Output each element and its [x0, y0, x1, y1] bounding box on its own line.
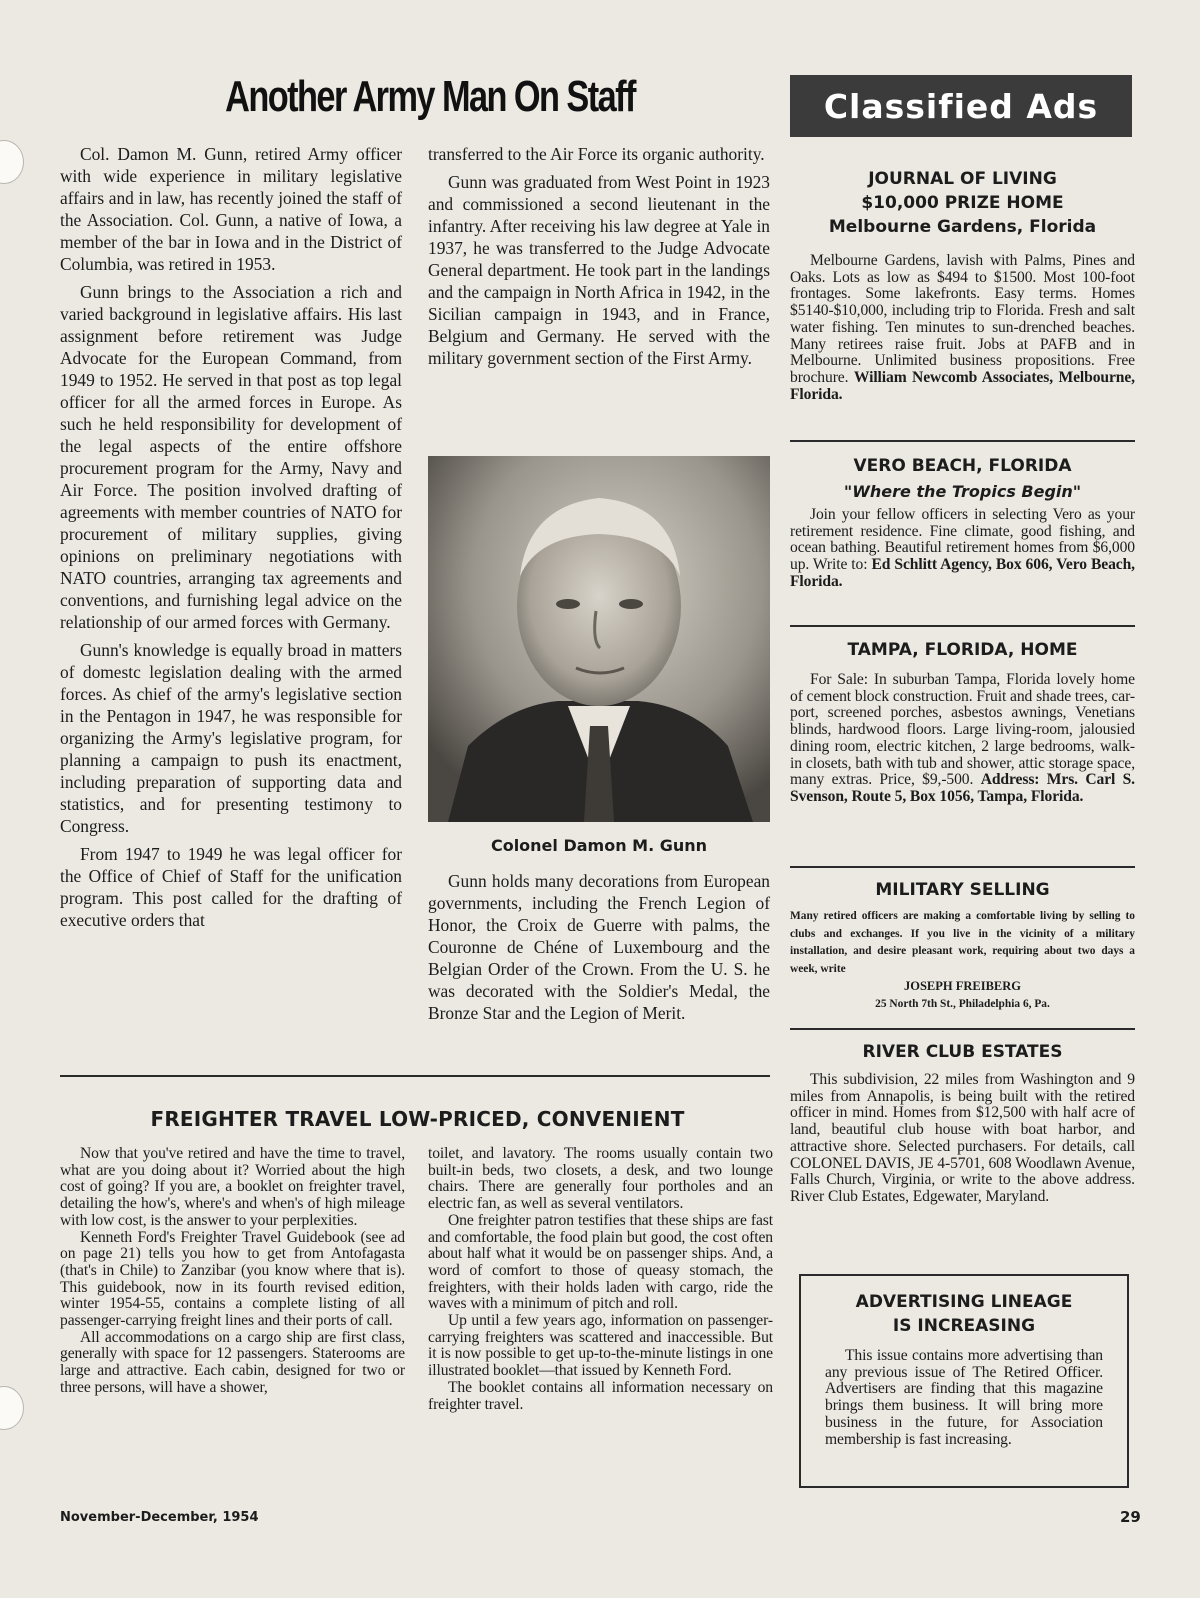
freighter-paragraph: Kenneth Ford's Freighter Travel Guidebook (see ad on page 21) tells you how to get from Antofagasta (that's in Chile) to Zanzibar (you know where that is). This guidebook, now in its fourth revised edition, winter 1954-55, contains a complete listing of all passenger-carrying freight lines and their ports of call.	[60, 1228, 405, 1330]
article-column-1	[60, 143, 402, 937]
article-paragraph: Col. Damon M. Gunn, retired Army officer with wide experience in military legislative affairs and in law, has recently joined the staff of the Association. Col. Gunn, a native of Iowa, a member of the bar in Iowa and in the District of Columbia, was retired in 1953.	[60, 144, 402, 274]
box-title: IS INCREASING	[892, 1316, 1036, 1336]
article-column-2-top	[428, 143, 770, 375]
ad-tampa-home	[790, 638, 1135, 806]
ad-body: Many retired officers are making a comfortable living by selling to clubs and exchanges. If you live in the vicinity of a military installation, and desire pleasant work, requiring about two days a week, write	[790, 910, 1135, 975]
box-body: This issue contains more advertising than any previous issue of The Retired Officer. Advertisers are finding that this magazine brings them business. It will bring more business in the future, for Association membership is fast increasing.	[825, 1347, 1103, 1448]
freighter-paragraph: Up until a few years ago, information on passenger-carrying freighters was scattered and inaccessible. But it is now possible to get up-to-the-minute listings in one illustrated booklet—that issued by Kenneth Ford.	[428, 1312, 773, 1380]
freighter-paragraph: toilet, and lavatory. The rooms usually contain two built-in beds, two closets, a desk, and two lounge chairs. There are generally four portholes and an electric fan, as well as several ventilators.	[428, 1145, 773, 1213]
ad-title: $10,000 PRIZE HOME	[861, 193, 1064, 213]
freighter-paragraph: One freighter patron testifies that these ships are fast and comfortable, the food plain but good, the cost often about half what it would be on passenger ships. And, a word of comfort to those of queasy stomach, the freighters, with their holds laden with cargo, ride the waves with a minimum of pitch and roll.	[428, 1211, 773, 1313]
ad-title: VERO BEACH, FLORIDA	[853, 456, 1072, 476]
ad-contact: Ed Schlitt Agency, Box 606, Vero Beach, Florida.	[790, 556, 1135, 590]
ad-divider	[790, 1028, 1135, 1030]
freighter-paragraph: Now that you've retired and have the time to travel, what are you doing about it? Worried about the high cost of going? If you are, a booklet on freighter travel, detailing the how's, where's and when's of high mileage with low cost, is the answer to your perplexities.	[60, 1145, 405, 1229]
ad-military-selling	[790, 878, 1135, 1013]
ad-divider	[790, 440, 1135, 442]
portrait-photo	[428, 456, 770, 822]
freighter-column-2	[428, 1146, 773, 1413]
ad-title: MILITARY SELLING	[875, 880, 1050, 900]
binder-hole-bottom	[0, 1386, 24, 1430]
ad-divider	[790, 866, 1135, 868]
ad-subtitle: Melbourne Gardens, Florida	[828, 217, 1097, 237]
article-column-2-bottom	[428, 870, 770, 1030]
article-paragraph: Gunn brings to the Association a rich and varied background in legislative affairs. His last assignment before retirement was Judge Advocate for the European Command, from 1949 to 1952. He served in that post as top legal officer for all the armed forces in Europe. As such he held responsibility for development of the legal aspects of the entire offshore procurement program for the Army, Navy and Air Force. The position involved drafting of agreements with member countries of NATO for procurement of military supplies, giving opinions on preliminary negotiations with NATO countries, arranging tax agreements and conventions, and furnishing legal advice on the relationship of our armed forces with Germany.	[60, 282, 402, 632]
freighter-title: FREIGHTER TRAVEL LOW-PRICED, CONVENIENT	[150, 1107, 685, 1131]
article-paragraph: Gunn holds many decorations from European governments, including the French Legion of Honor, the Croix de Guerre with palms, the Couronne de Chéne of Luxembourg and the Belgian Order of the Crown. From the U. S. he was decorated with the Soldier's Medal, the Bronze Star and the Legion of Merit.	[428, 871, 770, 1023]
binder-hole-top	[0, 140, 24, 184]
classified-ads-banner: Classified Ads	[790, 75, 1132, 137]
ad-body: Join your fellow officers in selecting Vero as your retirement residence. Fine climate, good fishing, and ocean bathing. Beautiful retirement homes from $6,000 up. Write to:	[790, 506, 1135, 574]
freighter-paragraph: All accommodations on a cargo ship are first class, generally with space for 12 passengers. Staterooms are large and attractive. Each cabin, designed for two or three persons, will have a shower,	[60, 1328, 405, 1396]
article-paragraph: Gunn was graduated from West Point in 1923 and commissioned a second lieutenant in the infantry. After receiving his law degree at Yale in 1937, he was transferred to the Judge Advocate General department. He took part in the landings and the campaign in North Africa in 1942, in the Sicilian campaign in 1943, and in France, Belgium and Germany. He served with the military government section of the First Army.	[428, 172, 770, 368]
ad-contact: William Newcomb Associates, Melbourne, Florida.	[790, 368, 1135, 403]
freighter-paragraph: The booklet contains all information necessary on freighter travel.	[428, 1378, 773, 1413]
ad-contact-name: JOSEPH FREIBERG	[903, 979, 1022, 993]
ad-subtitle: "Where the Tropics Begin"	[843, 482, 1082, 501]
photo-caption: Colonel Damon M. Gunn	[490, 836, 708, 855]
article-paragraph: Gunn's knowledge is equally broad in matters of domestc legislation dealing with the armed forces. As chief of the army's legislative section in the Pentagon in 1947, he was responsible for organizing the Army's legislative program, for planning a campaign to push its enactment, including preparation of supporting data and statistics, and for presenting testimony to Congress.	[60, 640, 402, 836]
ad-river-club-estates	[790, 1040, 1135, 1206]
box-title: ADVERTISING LINEAGE	[855, 1292, 1073, 1312]
freighter-column-1	[60, 1146, 405, 1397]
ad-contact-address: 25 North 7th St., Philadelphia 6, Pa.	[875, 997, 1050, 1010]
ad-body: This subdivision, 22 miles from Washington and 9 miles from Annapolis, is being built with the retired officer in mind. Homes from $12,500 with half acre of land, beautiful club house with boat harbor, and attractive shore. Selected purchasers. For details, call COLONEL DAVIS, JE 4-5701, 608 Woodlawn Avenue, Falls Church, Virginia, or write to the above address. River Club Estates, Edgewater, Maryland.	[790, 1071, 1135, 1205]
article-paragraph: transferred to the Air Force its organic authority.	[428, 144, 765, 164]
ad-journal-of-living	[790, 167, 1135, 403]
article-paragraph: From 1947 to 1949 he was legal officer for the Office of Chief of Staff for the unification program. This post called for the drafting of executive orders that	[60, 844, 402, 930]
ad-title: TAMPA, FLORIDA, HOME	[847, 640, 1078, 660]
page-number: 29	[1120, 1508, 1141, 1526]
issue-date: November-December, 1954	[60, 1510, 259, 1525]
advertising-lineage-box	[799, 1274, 1129, 1488]
ad-body: For Sale: In suburban Tampa, Florida lovely home of cement block construction. Fruit and shade trees, car-port, screened porches, asbestos awnings, Venetians blinds, hardwood floors. Large living-room, jalousied dining room, electric kitchen, 2 large bedrooms, walk-in closets, bath with tub and shower, attic storage space, many extras. Price, $9,-500.	[790, 671, 1135, 789]
ad-divider	[790, 625, 1135, 627]
section-divider	[60, 1075, 770, 1077]
headline: Another Army Man On Staff	[225, 72, 635, 121]
ad-contact: Address: Mrs. Carl S. Svenson, Route 5, Box 1056, Tampa, Florida.	[790, 771, 1135, 805]
portrait-illustration	[428, 456, 770, 822]
ad-title: RIVER CLUB ESTATES	[862, 1042, 1063, 1062]
ad-body: Melbourne Gardens, lavish with Palms, Pines and Oaks. Lots as low as $494 to $1500. Most 100-foot frontages. Some lakefronts. Easy terms. Homes $5140-$10,000, including trip to Florida. Fresh and salt water fishing. Ten minutes to sun-drenched beaches. Many retirees raise fruit. Jobs at PAFB and in Melbourne. Unlimited business propositions. Free brochure.	[790, 252, 1135, 386]
ad-title: JOURNAL OF LIVING	[868, 169, 1057, 189]
ad-vero-beach	[790, 454, 1135, 591]
